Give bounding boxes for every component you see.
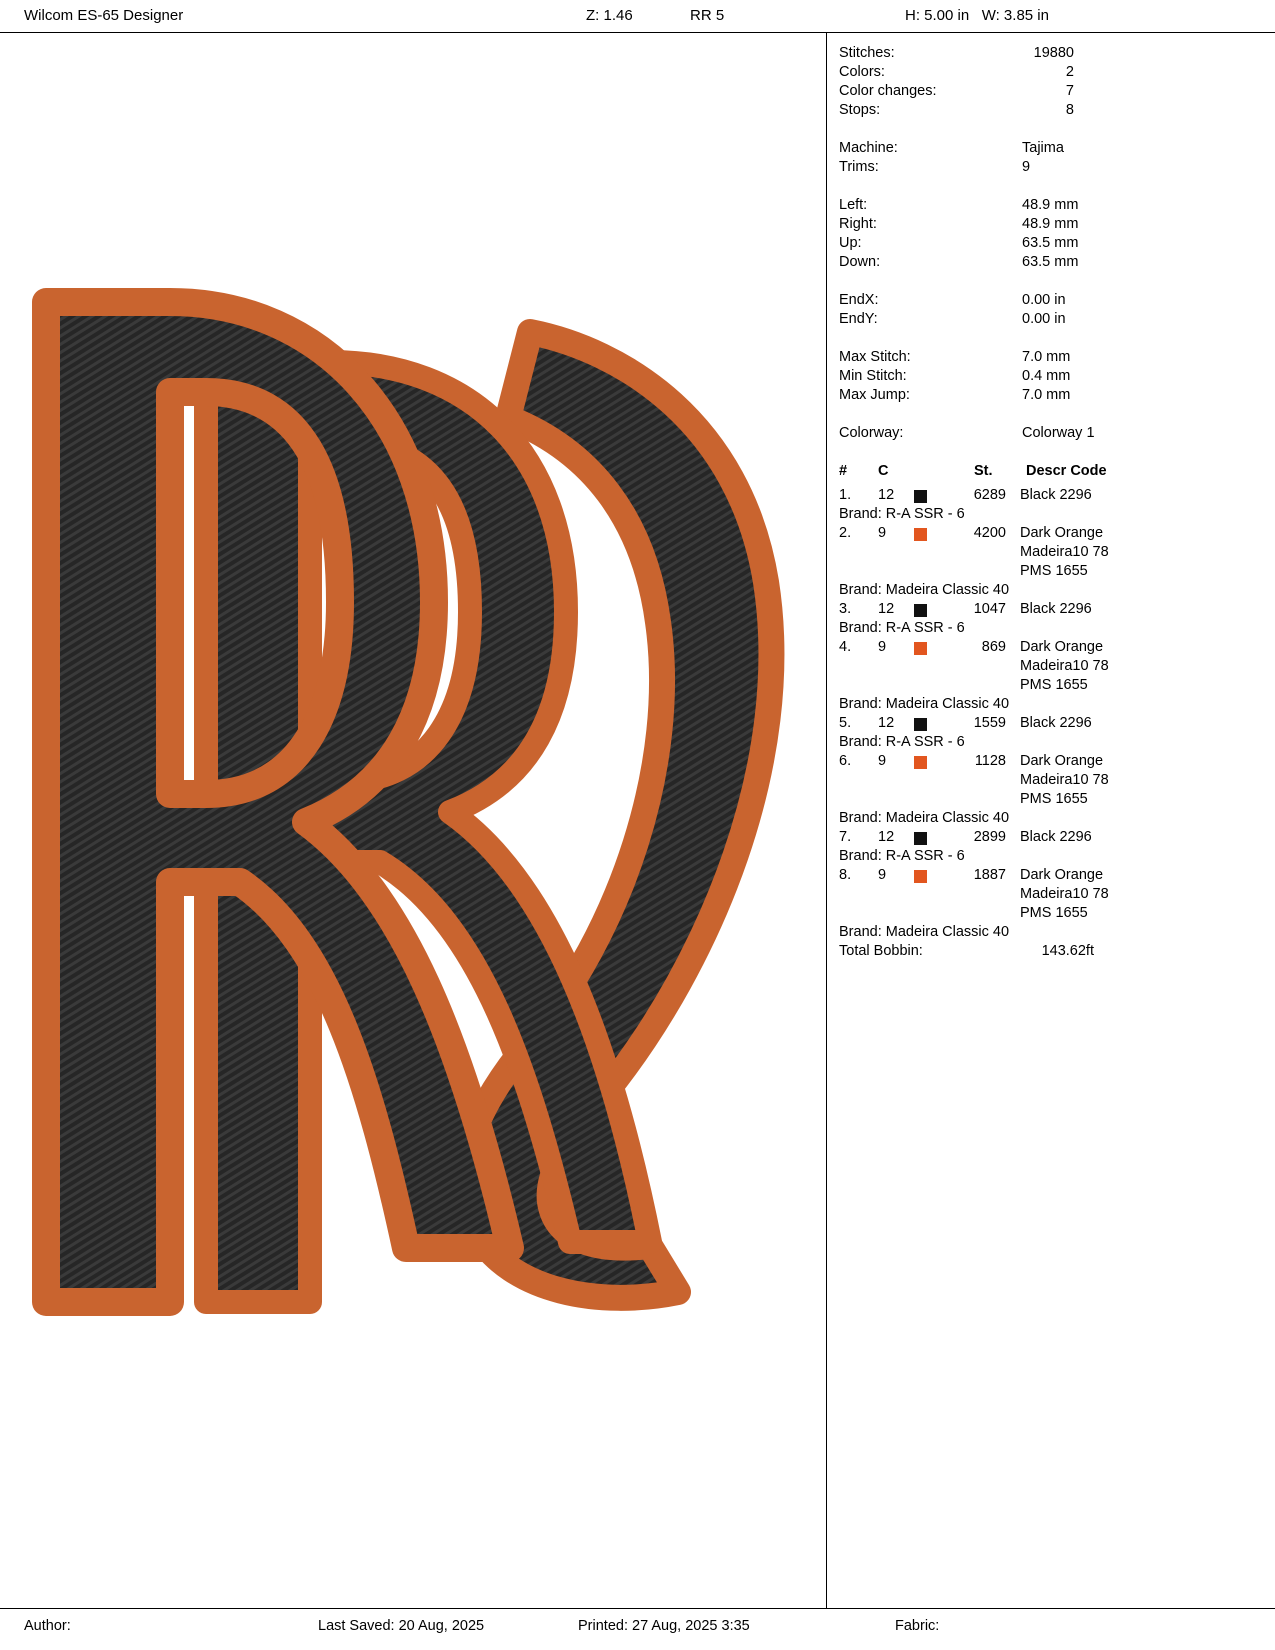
- thread-descr-cont: [826, 790, 1275, 809]
- spacer: [826, 177, 1275, 196]
- color-swatch: [914, 870, 927, 883]
- total-bobbin: [826, 942, 1275, 961]
- stat-endy: [826, 310, 1275, 329]
- app-title: Wilcom ES-65 Designer: [24, 7, 184, 24]
- stat-label: Down:: [839, 254, 881, 270]
- spacer: [826, 329, 1275, 348]
- thread-number: 5.: [839, 715, 852, 731]
- table-row: [826, 752, 1275, 771]
- thread-brand: [826, 619, 1275, 638]
- table-row: [826, 714, 1275, 733]
- thread-code: 9: [878, 867, 887, 883]
- thread-descr-line: Madeira10 78: [1020, 544, 1109, 560]
- col-header-number: #: [839, 463, 848, 479]
- stat-value: 7: [1065, 83, 1074, 99]
- thread-stitches: 1559: [973, 715, 1006, 731]
- thread-descr: Black 2296: [1020, 715, 1092, 731]
- thread-descr-line: PMS 1655: [1020, 791, 1088, 807]
- table-row: [826, 486, 1275, 505]
- design-dimensions: H: 5.00 in W: 3.85 in: [905, 7, 1049, 24]
- thread-brand-label: Brand: Madeira Classic 40: [839, 810, 1010, 826]
- stat-value: 48.9 mm: [1022, 197, 1079, 213]
- color-swatch: [914, 490, 927, 503]
- color-swatch: [914, 832, 927, 845]
- thread-descr-line: PMS 1655: [1020, 563, 1088, 579]
- thread-descr-line: Madeira10 78: [1020, 658, 1109, 674]
- stat-label: Colors:: [839, 64, 885, 80]
- thread-descr-cont: [826, 904, 1275, 923]
- thread-brand-label: Brand: R-A SSR - 6: [839, 734, 965, 750]
- stat-label: Max Jump:: [839, 387, 910, 403]
- thread-code: 9: [878, 753, 887, 769]
- stat-stops: [826, 101, 1275, 120]
- stat-label: Max Stitch:: [839, 349, 911, 365]
- stat-color-changes: [826, 82, 1275, 101]
- table-row: [826, 866, 1275, 885]
- table-row: [826, 638, 1275, 657]
- thread-stitches: 1887: [973, 867, 1006, 883]
- stat-max-jump: [826, 386, 1275, 405]
- stat-label: Up:: [839, 235, 862, 251]
- thread-code: 9: [878, 525, 887, 541]
- stat-label: Stitches:: [839, 45, 895, 61]
- total-bobbin-value: 143.62ft: [1041, 943, 1094, 959]
- design-info-panel: [826, 32, 1275, 1608]
- stat-endx: [826, 291, 1275, 310]
- stat-down: [826, 253, 1275, 272]
- thread-descr-line: Madeira10 78: [1020, 886, 1109, 902]
- thread-descr: Dark Orange: [1020, 753, 1104, 769]
- footer-divider: [0, 1608, 1275, 1609]
- color-swatch: [914, 528, 927, 541]
- stat-machine: [826, 139, 1275, 158]
- table-row: [826, 600, 1275, 619]
- total-bobbin-label: Total Bobbin:: [839, 943, 923, 959]
- thread-brand-label: Brand: Madeira Classic 40: [839, 924, 1010, 940]
- thread-brand: [826, 923, 1275, 942]
- thread-number: 4.: [839, 639, 852, 655]
- spacer: [826, 120, 1275, 139]
- thread-number: 3.: [839, 601, 852, 617]
- footer-fabric: Fabric:: [895, 1618, 940, 1634]
- thread-brand-label: Brand: R-A SSR - 6: [839, 620, 965, 636]
- stat-label: EndY:: [839, 311, 878, 327]
- color-swatch: [914, 718, 927, 731]
- color-swatch: [914, 756, 927, 769]
- thread-brand: [826, 695, 1275, 714]
- stat-up: [826, 234, 1275, 253]
- stat-left: [826, 196, 1275, 215]
- thread-number: 6.: [839, 753, 852, 769]
- design-canvas: [0, 32, 826, 1608]
- thread-descr-line: PMS 1655: [1020, 677, 1088, 693]
- stat-value: 63.5 mm: [1022, 235, 1079, 251]
- footer-author: Author:: [24, 1618, 71, 1634]
- thread-brand-label: Brand: Madeira Classic 40: [839, 696, 1010, 712]
- thread-descr-cont: [826, 543, 1275, 562]
- stat-value: Tajima: [1022, 140, 1064, 156]
- thread-code: 12: [878, 715, 895, 731]
- thread-brand-label: Brand: R-A SSR - 6: [839, 506, 965, 522]
- color-swatch: [914, 642, 927, 655]
- thread-code: 12: [878, 829, 895, 845]
- thread-descr: Dark Orange: [1020, 525, 1104, 541]
- col-header-stitches: St.: [974, 463, 993, 479]
- footer-printed: Printed: 27 Aug, 2025 3:35: [578, 1618, 750, 1634]
- stat-value: 48.9 mm: [1022, 216, 1079, 232]
- thread-stitches: 1047: [973, 601, 1006, 617]
- stat-label: Left:: [839, 197, 868, 213]
- thread-descr-line: PMS 1655: [1020, 905, 1088, 921]
- footer-last-saved: Last Saved: 20 Aug, 2025: [318, 1618, 485, 1634]
- stat-max-stitch: [826, 348, 1275, 367]
- stat-value: 2: [1065, 64, 1074, 80]
- thread-brand: [826, 733, 1275, 752]
- stat-label: Trims:: [839, 159, 879, 175]
- thread-descr-cont: [826, 657, 1275, 676]
- stat-trims: [826, 158, 1275, 177]
- stat-stitches: [826, 44, 1275, 63]
- thread-descr-line: Madeira10 78: [1020, 772, 1109, 788]
- stat-value: 63.5 mm: [1022, 254, 1079, 270]
- col-header-code: C: [878, 463, 889, 479]
- table-row: [826, 524, 1275, 543]
- stat-value: 0.4 mm: [1022, 368, 1071, 384]
- footer-bar: [0, 1610, 1275, 1650]
- thread-number: 2.: [839, 525, 852, 541]
- thread-code: 12: [878, 601, 895, 617]
- thread-table-header: [826, 462, 1275, 486]
- stat-value: 7.0 mm: [1022, 387, 1071, 403]
- header-bar: [0, 0, 1275, 32]
- thread-code: 12: [878, 487, 895, 503]
- thread-descr: Black 2296: [1020, 829, 1092, 845]
- thread-brand: [826, 847, 1275, 866]
- thread-descr: Black 2296: [1020, 601, 1092, 617]
- thread-stitches: 6289: [973, 487, 1006, 503]
- stat-value: 9: [1022, 159, 1031, 175]
- zoom-level: Z: 1.46: [586, 7, 633, 24]
- stat-value: 7.0 mm: [1022, 349, 1071, 365]
- stat-label: Min Stitch:: [839, 368, 907, 384]
- stat-value: 19880: [1033, 45, 1074, 61]
- design-name: RR 5: [690, 7, 725, 24]
- stat-colorway: [826, 424, 1275, 443]
- thread-descr: Black 2296: [1020, 487, 1092, 503]
- thread-descr-cont: [826, 771, 1275, 790]
- thread-brand-label: Brand: Madeira Classic 40: [839, 582, 1010, 598]
- stat-value: 0.00 in: [1022, 311, 1066, 327]
- stat-right: [826, 215, 1275, 234]
- stat-label: Color changes:: [839, 83, 937, 99]
- thread-brand: [826, 505, 1275, 524]
- embroidery-design-preview: [10, 242, 826, 1342]
- stat-label: Machine:: [839, 140, 898, 156]
- thread-descr-cont: [826, 562, 1275, 581]
- thread-brand-label: Brand: R-A SSR - 6: [839, 848, 965, 864]
- color-swatch: [914, 604, 927, 617]
- stat-label: Colorway:: [839, 425, 904, 441]
- stat-label: Stops:: [839, 102, 881, 118]
- table-row: [826, 828, 1275, 847]
- thread-stitches: 869: [981, 639, 1006, 655]
- spacer: [826, 405, 1275, 424]
- stat-value: 0.00 in: [1022, 292, 1066, 308]
- stat-value: 8: [1065, 102, 1074, 118]
- thread-descr: Dark Orange: [1020, 639, 1104, 655]
- thread-brand: [826, 809, 1275, 828]
- spacer: [826, 272, 1275, 291]
- stat-label: EndX:: [839, 292, 879, 308]
- thread-number: 7.: [839, 829, 852, 845]
- thread-stitches: 4200: [973, 525, 1006, 541]
- thread-number: 8.: [839, 867, 852, 883]
- thread-number: 1.: [839, 487, 852, 503]
- thread-stitches: 2899: [973, 829, 1006, 845]
- col-header-descr: Descr Code: [1026, 463, 1107, 479]
- thread-descr-cont: [826, 676, 1275, 695]
- thread-brand: [826, 581, 1275, 600]
- stat-label: Right:: [839, 216, 877, 232]
- stat-value: Colorway 1: [1022, 425, 1095, 441]
- thread-descr: Dark Orange: [1020, 867, 1104, 883]
- stat-min-stitch: [826, 367, 1275, 386]
- thread-stitches: 1128: [974, 753, 1006, 769]
- thread-code: 9: [878, 639, 887, 655]
- spacer: [826, 443, 1275, 462]
- thread-descr-cont: [826, 885, 1275, 904]
- stat-colors: [826, 63, 1275, 82]
